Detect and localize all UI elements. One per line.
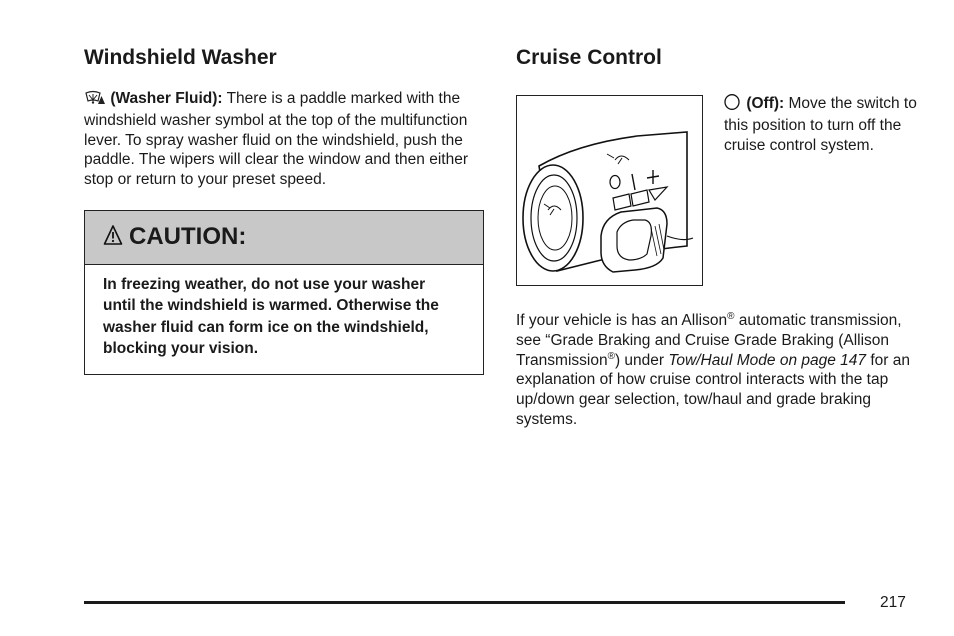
windshield-washer-heading: Windshield Washer	[84, 46, 277, 69]
left-column	[84, 44, 486, 375]
off-description	[724, 94, 924, 155]
right-column	[516, 44, 920, 428]
allison-text-1: If your vehicle is has an Allison	[516, 312, 728, 329]
off-circle-icon	[724, 94, 742, 116]
footer-rule	[84, 601, 845, 604]
washer-text: There is a paddle marked with the windshield washer symbol at the top of the multifunction lever. To spray washer fluid on the windshield, push the paddle. The wipers will clear the window and then either stop or return to your preset speed.	[84, 90, 468, 189]
registered-mark-1: ®	[727, 311, 735, 322]
registered-mark-2: ®	[607, 350, 615, 362]
off-label: (Off):	[746, 95, 785, 112]
allison-paragraph	[516, 311, 920, 430]
cruise-lever-drawing	[517, 96, 701, 284]
allison-text-3: ) under	[614, 351, 669, 369]
caution-header	[85, 211, 483, 265]
washer-paragraph	[84, 89, 486, 190]
allison-text-2: automatic transmission, see “Grade Braking and Cruise Grade Braking (Allison Transmission	[516, 312, 902, 369]
off-text: Move the switch to this position to turn off the cruise control system.	[724, 95, 917, 154]
washer-symbol-icon	[84, 89, 106, 111]
cruise-control-lever-illustration	[516, 95, 703, 286]
caution-box	[84, 210, 484, 375]
cruise-control-heading: Cruise Control	[516, 46, 662, 69]
caution-title: CAUTION:	[129, 223, 247, 251]
warning-triangle-icon	[103, 224, 123, 251]
allison-text-4: for an explanation of how cruise control interacts with the tap up/down gear selection, tow/haul and grade braking systems.	[516, 351, 910, 428]
page-number: 217	[880, 594, 906, 611]
washer-fluid-label: (Washer Fluid):	[110, 90, 223, 107]
caution-body: In freezing weather, do not use your washer until the windshield is warmed. Otherwise the washer fluid can form ice on the windshield, blocking your vision.	[103, 275, 439, 358]
tow-haul-reference-link[interactable]: Tow/Haul Mode on page 147	[668, 351, 867, 369]
